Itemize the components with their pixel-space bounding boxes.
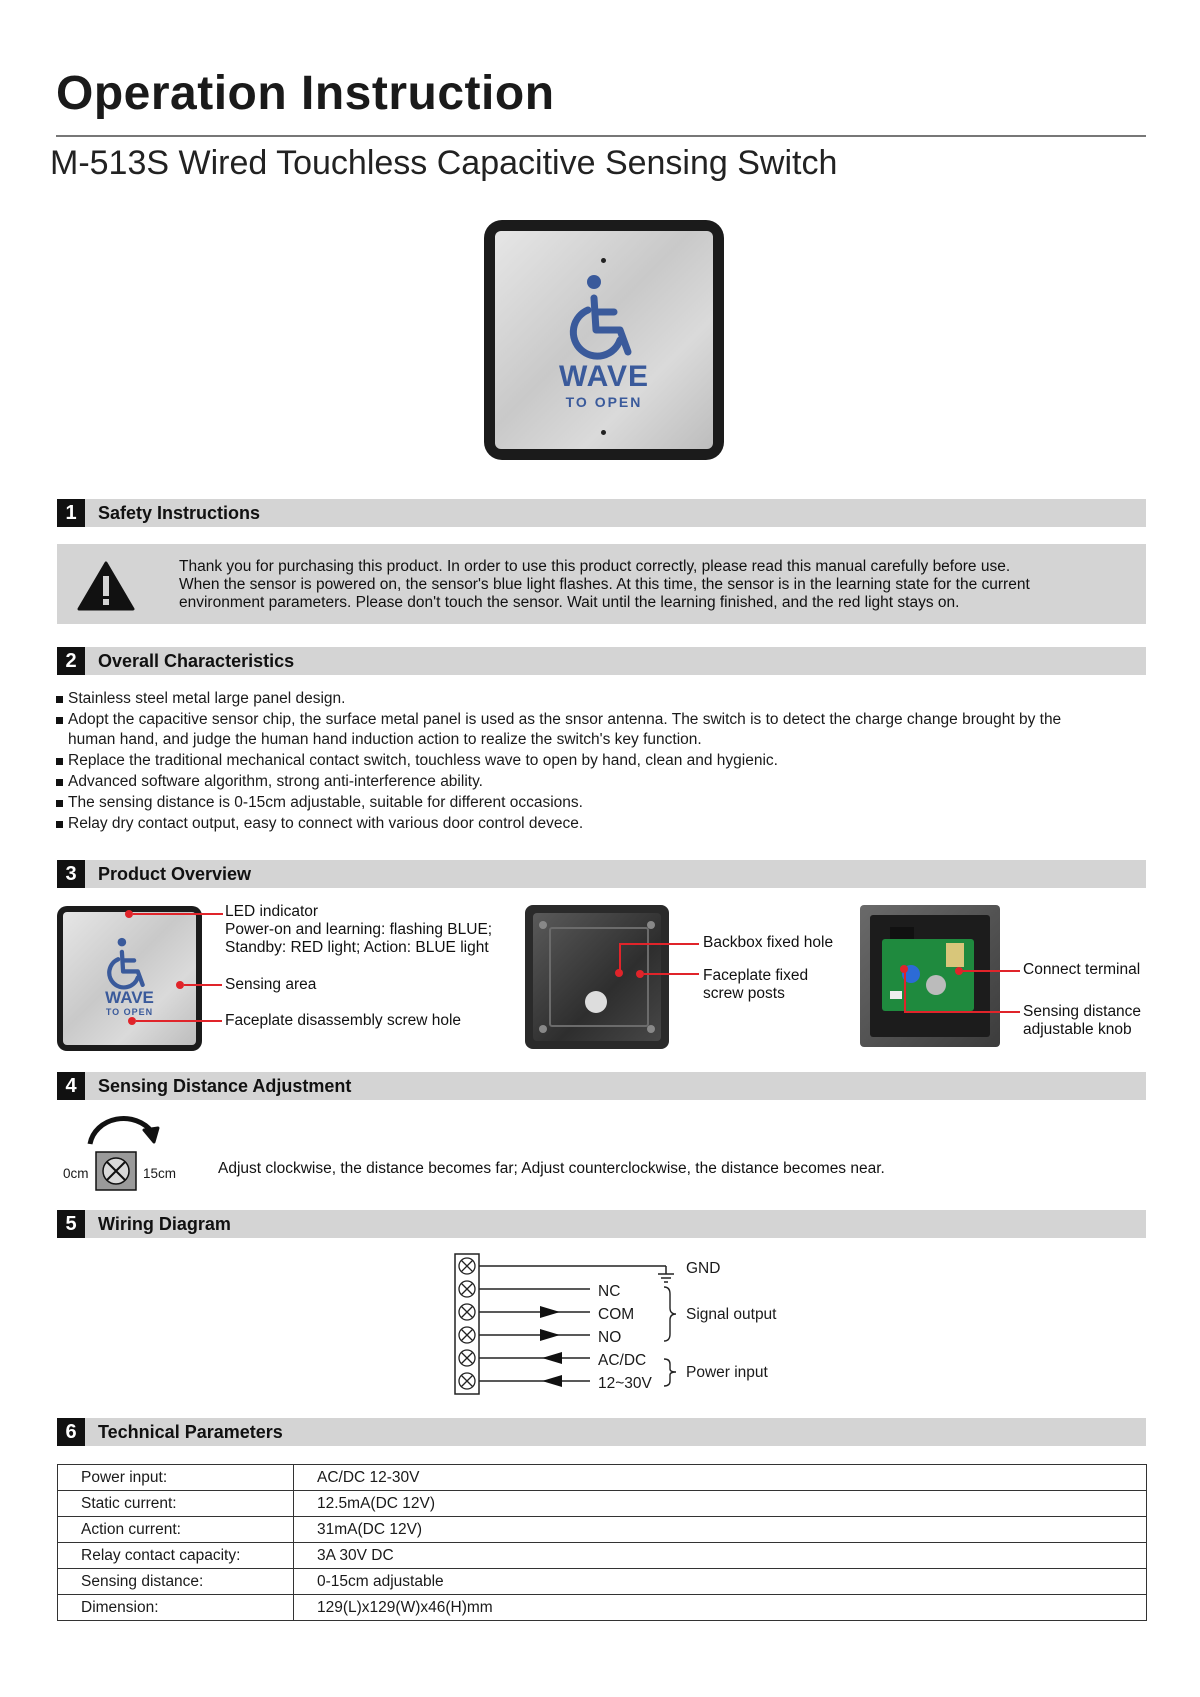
led-standby-note: Standby: RED light; Action: BLUE light	[225, 939, 489, 956]
param-label: Action current:	[58, 1517, 294, 1543]
circuit-board-image	[860, 905, 1000, 1047]
wiring-brackets	[660, 1284, 680, 1394]
callout-dot	[955, 967, 963, 975]
com-label: COM	[598, 1306, 635, 1323]
section-number: 3	[57, 860, 85, 888]
list-item: Stainless steel metal large panel design.	[56, 689, 1061, 709]
section-header-adjustment	[57, 1072, 1146, 1100]
param-label: Sensing distance:	[58, 1569, 294, 1595]
section-title: Technical Parameters	[98, 1422, 283, 1442]
section-title: Overall Characteristics	[98, 651, 295, 671]
list-item: Replace the traditional mechanical contact switch, touchless wave to open by hand, clean and hygienic.	[56, 751, 1061, 771]
callout-dot	[636, 970, 644, 978]
table-row	[58, 1491, 1147, 1517]
max-distance-label: 15cm	[143, 1166, 177, 1181]
backbox-image	[525, 905, 669, 1049]
safety-line-1: Thank you for purchasing this product. In order to use this product correctly, please read this manual carefully before use.	[179, 558, 1011, 575]
list-item-continued: human hand, and judge the human hand induction action to realize the switch's key function.	[68, 731, 702, 748]
section-title: Product Overview	[98, 864, 252, 884]
list-item: Advanced software algorithm, strong anti-interference ability.	[56, 772, 1061, 792]
led-indicator-label	[225, 903, 492, 957]
technical-parameters-table	[57, 1464, 1147, 1621]
list-item: Relay dry contact output, easy to connect with various door control devece.	[56, 814, 1061, 834]
callout-dot	[176, 981, 184, 989]
backbox-hole-label: Backbox fixed hole	[703, 934, 834, 951]
section-title: Safety Instructions	[98, 503, 261, 523]
section-title: Sensing Distance Adjustment	[98, 1076, 352, 1096]
product-image	[484, 220, 724, 460]
list-item: Adopt the capacitive sensor chip, the surface metal panel is used as the snsor antenna. The switch is to detect the charge change brought by the	[56, 710, 1061, 730]
param-value: 3A 30V DC	[294, 1543, 1147, 1569]
safety-line-2: When the sensor is powered on, the sensor's blue light flashes. At this time, the sensor is in the learning state for the current	[179, 576, 1030, 593]
param-value: 129(L)x129(W)x46(H)mm	[294, 1595, 1147, 1621]
param-label: Dimension:	[58, 1595, 294, 1621]
table-row	[58, 1569, 1147, 1595]
table-row	[58, 1595, 1147, 1621]
list-item: The sensing distance is 0-15cm adjustable, suitable for different occasions.	[56, 793, 1061, 813]
faceplate-posts-label	[703, 967, 808, 1003]
table-row	[58, 1543, 1147, 1569]
warning-icon	[77, 561, 135, 611]
section-number: 2	[57, 647, 85, 675]
safety-box	[57, 544, 1146, 624]
param-label: Static current:	[58, 1491, 294, 1517]
sensing-area-label: Sensing area	[225, 976, 317, 993]
knob-label	[1023, 1003, 1141, 1039]
no-label: NO	[598, 1329, 622, 1346]
acdc-label: AC/DC	[598, 1352, 647, 1369]
param-value: 0-15cm adjustable	[294, 1569, 1147, 1595]
to-open-label: TO OPEN	[105, 1007, 154, 1017]
wave-label: WAVE	[105, 988, 154, 1007]
characteristics-list	[56, 689, 1061, 835]
gnd-label: GND	[686, 1260, 721, 1277]
page-title: Operation Instruction	[56, 67, 555, 120]
section-number: 5	[57, 1210, 85, 1238]
param-value: 12.5mA(DC 12V)	[294, 1491, 1147, 1517]
min-distance-label: 0cm	[63, 1166, 89, 1181]
section-number: 4	[57, 1072, 85, 1100]
section-header-safety	[57, 499, 1146, 527]
faceplate-posts-line-1: Faceplate fixed	[703, 967, 809, 984]
to-open-label: TO OPEN	[565, 394, 643, 410]
table-row	[58, 1465, 1147, 1491]
knob-label-line-1: Sensing distance	[1023, 1003, 1142, 1020]
led-title: LED indicator	[225, 903, 319, 920]
wheelchair-icon	[568, 272, 640, 362]
nc-label: NC	[598, 1283, 621, 1300]
wheelchair-icon	[106, 936, 150, 991]
section-title: Wiring Diagram	[98, 1214, 231, 1234]
section-header-wiring	[57, 1210, 1146, 1238]
table-row	[58, 1517, 1147, 1543]
signal-output-label: Signal output	[686, 1306, 777, 1323]
power-input-label: Power input	[686, 1364, 768, 1381]
param-label: Power input:	[58, 1465, 294, 1491]
wave-label: WAVE	[558, 360, 650, 393]
faceplate-hole-label: Faceplate disassembly screw hole	[225, 1012, 462, 1029]
section-header-technical	[57, 1418, 1146, 1446]
callout-dot	[128, 1017, 136, 1025]
knob-label-line-2: adjustable knob	[1023, 1021, 1132, 1038]
param-value: 31mA(DC 12V)	[294, 1517, 1147, 1543]
led-power-on-note: Power-on and learning: flashing BLUE;	[225, 921, 493, 938]
adjustment-description: Adjust clockwise, the distance becomes far; Adjust counterclockwise, the distance becomes near.	[218, 1160, 885, 1177]
section-header-overview	[57, 860, 1146, 888]
faceplate-front-image	[57, 906, 202, 1051]
title-divider	[56, 135, 1146, 137]
param-value: AC/DC 12-30V	[294, 1465, 1147, 1491]
section-header-characteristics	[57, 647, 1146, 675]
connect-terminal-label: Connect terminal	[1023, 961, 1141, 978]
callout-dot	[125, 910, 133, 918]
section-number: 1	[57, 499, 85, 527]
page-subtitle: M-513S Wired Touchless Capacitive Sensing Switch	[50, 144, 838, 182]
safety-line-3: environment parameters. Please don't touch the sensor. Wait until the learning finished, and the red light stays on.	[179, 594, 960, 611]
param-label: Relay contact capacity:	[58, 1543, 294, 1569]
voltage-label: 12~30V	[598, 1375, 652, 1392]
faceplate-posts-line-2: screw posts	[703, 985, 785, 1002]
section-number: 6	[57, 1418, 85, 1446]
